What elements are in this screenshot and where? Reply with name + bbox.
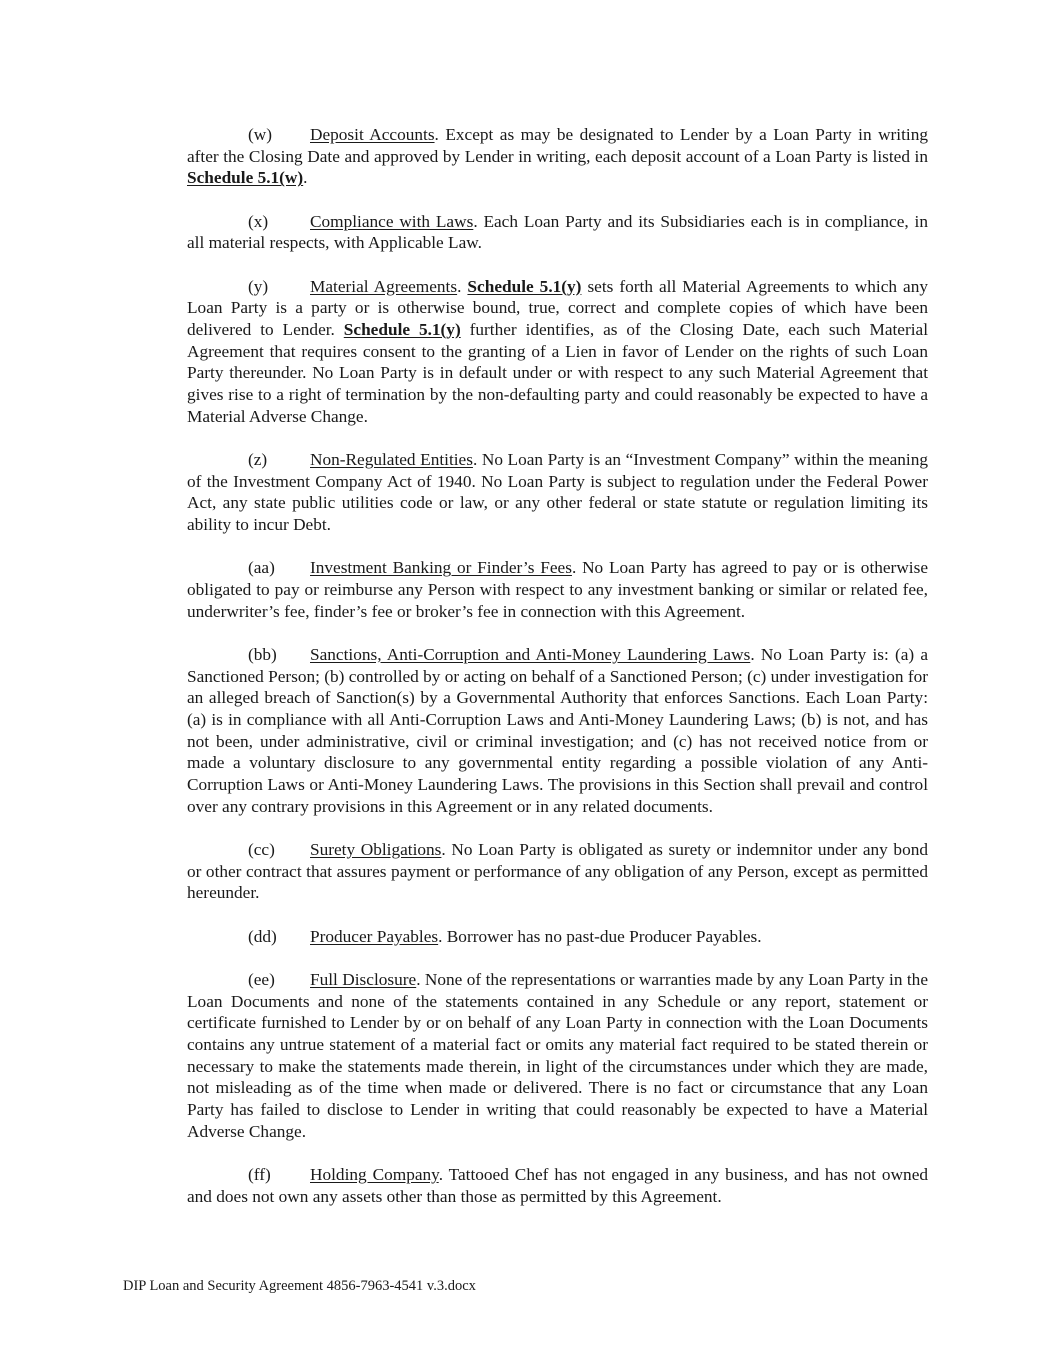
section-y xyxy=(187,276,928,428)
section-heading: Compliance with Laws xyxy=(310,211,474,231)
section-heading: Deposit Accounts xyxy=(310,125,435,144)
section-heading: Full Disclosure xyxy=(310,969,417,989)
section-label: (y) xyxy=(248,276,269,296)
section-dd xyxy=(187,926,928,948)
section-label: (ff) xyxy=(248,1164,271,1184)
section-label: (cc) xyxy=(248,839,275,859)
section-text: sets forth all Material Agreements to which any Loan Party is a party or is otherwise bound, true, correct and complete copies of which have been delivered to Lender. xyxy=(187,276,928,339)
section-label: (ee) xyxy=(248,969,275,989)
section-heading: Investment Banking or Finder’s Fees xyxy=(310,558,572,578)
section-text: further identifies, as of the Closing Date, each such Material Agreement that requires consent to the granting of a Lien in favor of Lender on the rights of such Loan Party thereunder. No Loan Party is in default under or with respect to any such Material Agreement that gives rise to a right of termination by the non-defaulting party and could reasonably be expected to have a Material Adverse Change. xyxy=(187,319,928,426)
schedule-reference: Schedule 5.1(w) xyxy=(187,168,304,188)
section-ee xyxy=(187,969,928,1143)
section-x xyxy=(187,211,928,254)
section-label: (x) xyxy=(248,211,269,231)
section-text: . No Loan Party has agreed to pay or is otherwise obligated to pay or reimburse any Person with respect to any investment banking or similar or related fee, underwriter’s fee, finder’s fee or broker’s fee in connection with this Agreement. xyxy=(187,558,928,621)
section-label: (w) xyxy=(248,125,272,144)
section-text: . xyxy=(457,276,468,296)
section-text: . Except as may be designated to Lender by a Loan Party in writing after the Closing Date and approved by Lender in writing, each deposit account of a Loan Party is listed in xyxy=(187,125,928,166)
section-text: . Each Loan Party and its Subsidiaries each is in compliance, in all material respects, with Applicable Law. xyxy=(187,211,928,253)
section-label: (bb) xyxy=(248,644,277,664)
section-heading: Sanctions, Anti-Corruption and Anti-Money Laundering Laws xyxy=(310,644,751,664)
section-aa xyxy=(187,557,928,622)
section-heading: Producer Payables xyxy=(310,926,439,946)
section-heading: Material Agreements xyxy=(310,276,458,296)
section-text: . No Loan Party is: (a) a Sanctioned Person; (b) controlled by or acting on behalf of a Sanctioned Person; (c) under investigation for an alleged breach of Sanction(s) by a Governmental Authority that enforces Sanctions. Each Loan Party: (a) is in compliance with all Anti-Corruption Laws and Anti-Money Laundering Laws; (b) is not, and has not been, under administrative, civil or criminal investigation; and (c) has not received notice from or made a voluntary disclosure to any governmental entity regarding a possible violation of any Anti-Corruption Laws or Anti-Money Laundering Laws. The provisions in this Section shall prevail and control over any contrary provisions in this Agreement or in any related documents. xyxy=(187,644,928,816)
section-bb xyxy=(187,644,928,818)
schedule-reference: Schedule 5.1(y) xyxy=(343,319,461,339)
section-text: . None of the representations or warranties made by any Loan Party in the Loan Documents and none of the statements contained in any Schedule or any report, statement or certificate furnished to Lender by or on behalf of any Loan Party in connection with the Loan Documents contains any untrue statement of a material fact or omits any material fact required to be stated therein or necessary to make the statements made therein, in light of the circumstances under which they are made, not misleading as of the time when made or delivered. There is no fact or circumstance that any Loan Party has failed to disclose to Lender in writing that could reasonably be expected to have a Material Adverse Change. xyxy=(187,969,928,1141)
section-label: (aa) xyxy=(248,558,275,578)
document-footer: DIP Loan and Security Agreement 4856-7963-4541 v.3.docx xyxy=(123,1278,476,1294)
section-text: . No Loan Party is obligated as surety or indemnitor under any bond or other contract that assures payment or performance of any obligation of any Person, except as permitted hereunder. xyxy=(187,839,928,903)
section-z xyxy=(187,449,928,536)
section-heading: Surety Obligations xyxy=(310,839,442,859)
document-body xyxy=(187,124,928,1229)
section-text: . Borrower has no past-due Producer Payables. xyxy=(438,926,762,946)
section-w xyxy=(187,124,928,189)
section-label: (dd) xyxy=(248,926,277,946)
section-label: (z) xyxy=(248,449,268,469)
section-text: . Tattooed Chef has not engaged in any business, and has not owned and does not own any assets other than those as permitted by this Agreement. xyxy=(187,1164,929,1206)
section-cc xyxy=(187,839,928,904)
schedule-reference: Schedule 5.1(y) xyxy=(467,276,582,296)
section-ff xyxy=(187,1164,928,1207)
section-text: . xyxy=(303,168,308,188)
section-heading: Holding Company xyxy=(310,1164,439,1184)
section-heading: Non-Regulated Entities xyxy=(310,449,473,469)
section-text: . No Loan Party is an “Investment Company” within the meaning of the Investment Company Act of 1940. No Loan Party is subject to regulation under the Federal Power Act, any state public utilities code or law, or any other federal or state statute or regulation limiting its ability to incur Debt. xyxy=(187,449,929,535)
